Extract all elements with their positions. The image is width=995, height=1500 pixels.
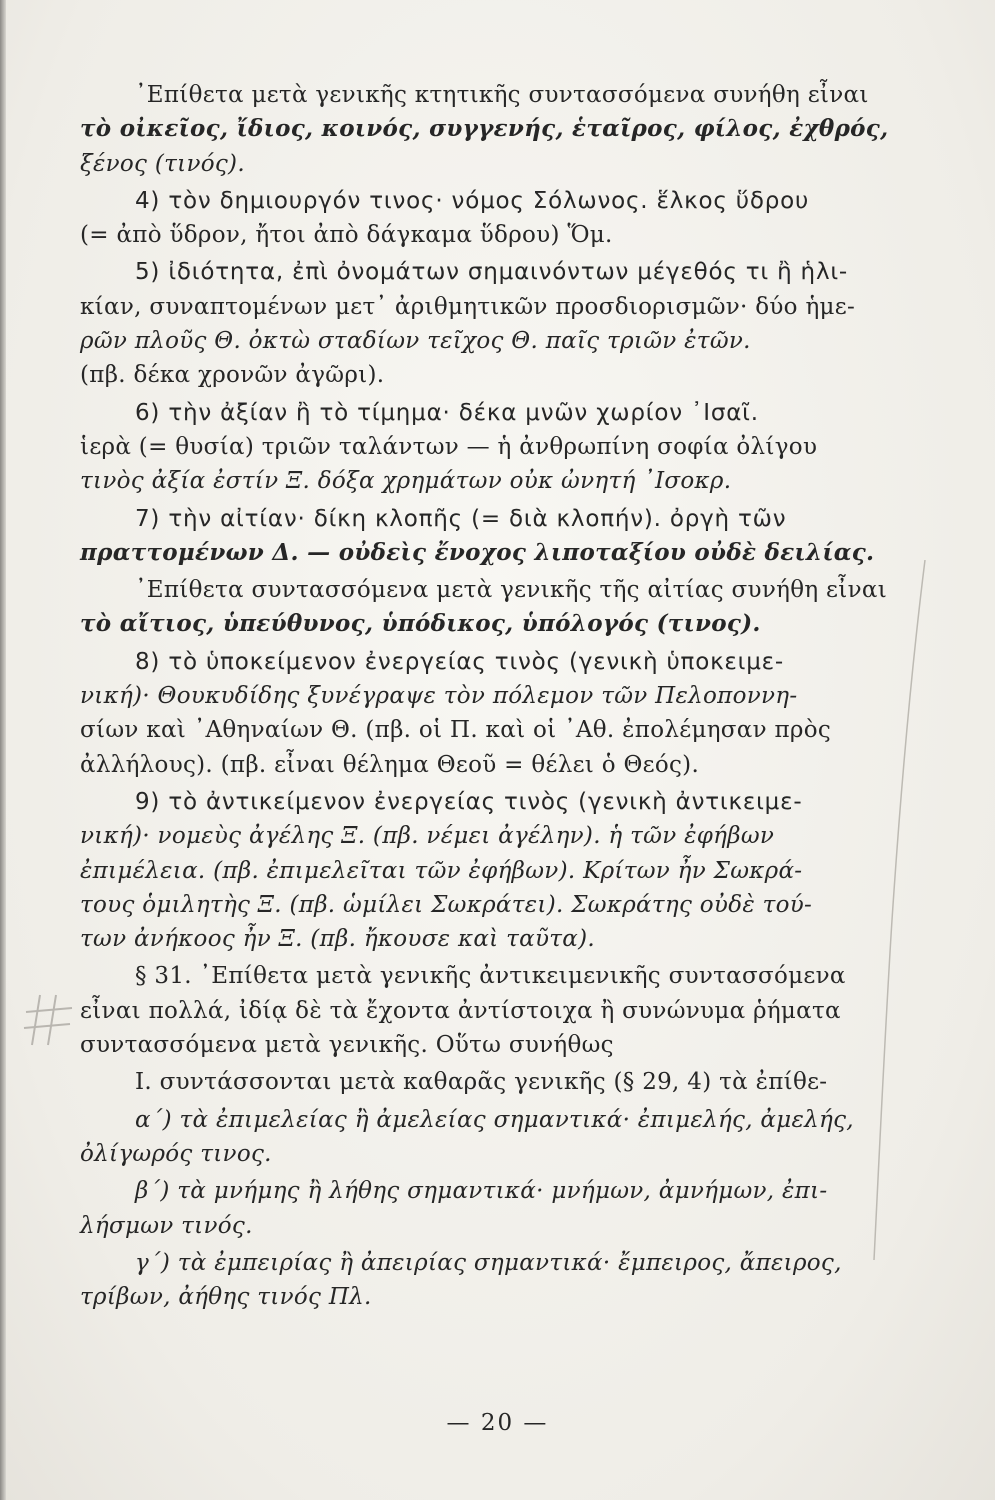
text-line: εἶναι πολλά, ἰδίᾳ δὲ τὰ ἔχοντα ἀντίστοιχα ἢ συνώνυμα ῥήματα [80,997,841,1024]
text-line: ἀλλήλους). (πβ. εἶναι θέλημα Θεοῦ = θέλει ὁ Θεός). [80,751,700,778]
subsection-alpha [80,1103,890,1172]
text-line: 5) ἰδιότητα, ἐπὶ ὀνομάτων σημαινόντων μέγεθός τι ἢ ἡλι- [135,259,849,286]
text-line: πραττομένων Δ. — οὐδεὶς ἔνοχος λιποταξίου οὐδὲ δειλίας. [80,538,875,566]
paragraph-quality [80,255,890,392]
paragraph-objective [80,785,890,956]
paragraph-cause-adjectives [80,573,890,642]
text-line: Ι. συντάσσονται μετὰ καθαρᾶς γενικῆς (§ 29, 4) τὰ ἐπίθε- [135,1069,828,1096]
text-line: λήσμων τινός. [80,1212,253,1239]
section-31 [80,959,890,1062]
text-line: 4) τὸν δημιουργόν τινος· νόμος Σόλωνος. ἕλκος ὕδρου [135,187,810,214]
page-edge-shadow [0,0,6,1500]
text-line: 6) τὴν ἀξίαν ἢ τὸ τίμημα· δέκα μνῶν χωρίον ᾿Ισαῖ. [135,399,759,426]
subsection-gamma [80,1246,890,1315]
text-line: τὸ αἴτιος, ὑπεύθυνος, ὑπόδικος, ὑπόλογός (τινος). [80,610,761,638]
text-line: γ΄) τὰ ἐμπειρίας ἢ ἀπειρίας σημαντικά· ἔμπειρος, ἄπειρος, [135,1249,842,1276]
text-line: ἱερὰ (= θυσία) τριῶν ταλάντων — ἡ ἀνθρωπίνη σοφία ὀλίγου [80,433,818,460]
paragraph-creator [80,184,890,253]
text-line: ἐπιμέλεια. (πβ. ἐπιμελεῖται τῶν ἐφήβων). Κρίτων ἦν Σωκρά- [80,857,803,884]
text-line: ᾿Επίθετα συντασσόμενα μετὰ γενικῆς τῆς αἰτίας συνήθη εἶναι [135,577,888,604]
text-line: τὸ οἰκεῖος, ἴδιος, κοινός, συγγενής, ἑταῖρος, φίλος, ἐχθρός, [80,115,889,143]
page-number: — 20 — [446,1410,549,1436]
text-line: ὀλίγωρός τινος. [80,1140,272,1167]
text-line: § 31. ᾿Επίθετα μετὰ γενικῆς ἀντικειμενικῆς συντασσόμενα [135,963,846,990]
text-line: τους ὁμιλητὴς Ξ. (πβ. ὡμίλει Σωκράτει). Σωκράτης οὐδὲ τού- [80,891,813,918]
text-line: 8) τὸ ὑποκείμενον ἐνεργείας τινὸς (γενικὴ ὑποκειμε- [135,648,785,675]
text-line: α΄) τὰ ἐπιμελείας ἢ ἀμελείας σημαντικά· ἐπιμελής, ἀμελής, [135,1106,854,1133]
paragraph-cause [80,502,890,571]
text-line: ρῶν πλοῦς Θ. ὀκτὼ σταδίων τεῖχος Θ. παῖς τριῶν ἐτῶν. [80,328,751,355]
paragraph-value [80,396,890,499]
text-line: νική)· νομεὺς ἀγέλης Ξ. (πβ. νέμει ἀγέλην). ἡ τῶν ἐφήβων [80,823,775,850]
subsection-I [80,1065,890,1099]
text-line: νική)· Θουκυδίδης ξυνέγραψε τὸν πόλεμον τῶν Πελοποννη- [80,683,798,710]
text-line: συντασσόμενα μετὰ γενικῆς. Οὕτω συνήθως [80,1032,614,1059]
text-line: σίων καὶ ᾿Αθηναίων Θ. (πβ. οἱ Π. καὶ οἱ ᾿Αθ. ἐπολέμησαν πρὸς [80,717,832,744]
subsection-beta [80,1174,890,1243]
paragraph-possessive-adjectives [80,78,890,181]
text-line: β΄) τὰ μνήμης ἢ λήθης σημαντικά· μνήμων, ἀμνήμων, ἐπι- [135,1178,828,1205]
text-line: ᾿Επίθετα μετὰ γενικῆς κτητικῆς συντασσόμενα συνήθη εἶναι [135,82,869,108]
text-line: ξένος (τινός). [80,150,245,177]
text-line: (= ἀπὸ ὕδρον, ἤτοι ἀπὸ δάγκαμα ὕδρου) Ὅμ. [80,222,613,249]
text-line: τρίβων, ἀήθης τινός Πλ. [80,1284,372,1311]
text-line: των ἀνήκοος ἦν Ξ. (πβ. ἤκουσε καὶ ταῦτα). [80,926,595,953]
text-line: 9) τὸ ἀντικείμενον ἐνεργείας τινὸς (γενικὴ ἀντικειμε- [135,788,803,815]
margin-pencil-mark [22,990,82,1050]
paragraph-subjective [80,645,890,782]
text-line: 7) τὴν αἰτίαν· δίκη κλοπῆς (= διὰ κλοπήν). ὀργὴ τῶν [135,505,787,532]
page-text [80,78,890,1314]
text-line: τινὸς ἀξία ἐστίν Ξ. δόξα χρημάτων οὐκ ὠνητή ᾿Ισοκρ. [80,468,732,495]
text-line: κίαν, συναπτομένων μετ᾿ ἀριθμητικῶν προσδιορισμῶν· δύο ἡμε- [80,293,856,320]
text-line: (πβ. δέκα χρονῶν ἀγῶρι). [80,362,385,389]
